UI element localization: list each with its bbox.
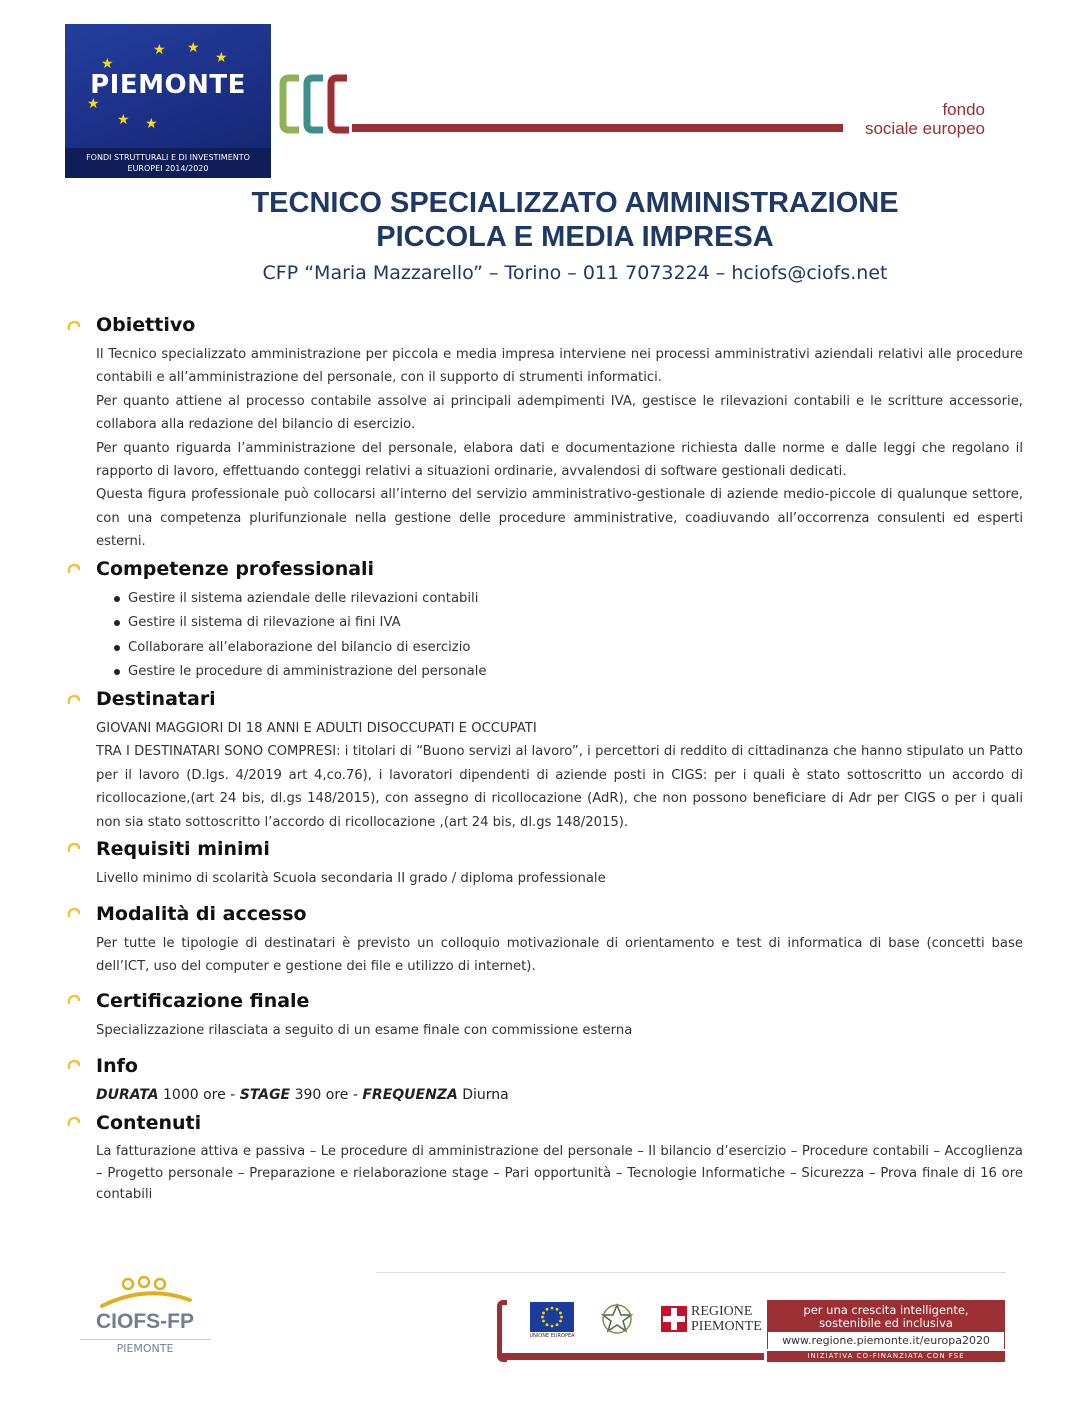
swirl-bullet-icon [66,841,82,855]
logo-caption-line2: EUROPEI 2014/2020 [127,164,209,173]
swirl-bullet-icon [66,562,82,576]
eu-stars-icon [530,1302,574,1332]
eu-caption: UNIONE EUROPEA [529,1333,575,1339]
logo-caption-line1: FONDI STRUTTURALI E DI INVESTIMENTO [86,153,250,162]
obiettivo-text [96,343,1023,554]
star-icon: ★ [87,96,100,112]
regione-label [691,1304,762,1334]
competenze-list [114,587,487,685]
destinatari-paragraph: GIOVANI MAGGIORI DI 18 ANNI E ADULTI DISOCCUPATI E OCCUPATI [96,721,537,736]
obiettivo-paragraph: Per quanto attiene al processo contabile assolve ai principali adempimenti IVA, gestisce le rilevazioni contabili e le scritture accessorie, collabora alla redazione del bilancio di esercizio. [96,393,1023,433]
stage-value: 390 ore - [294,1087,358,1103]
destinatari-paragraph: TRA I DESTINATARI SONO COMPRESI: i titolari di “Buono servizi al lavoro”, i percettori di reddito di cittadinanza che hanno stipulato un Patto per il lavoro (D.lgs. 4/2019 art 4,co.76), i lavoratori dipendenti di aziende posti in CIGS: per i quali è stato sottoscritto un accordo di ricollocazione,(art 24 bis, dl.gs 148/2015), con assegno di ricollocazione (AdR), che non possono beneficiare di Adr per CIGS o per i quali non sia stato sottoscritto l’accordo di ricollocazione ,(art 24 bis, dl.gs 148/2015). [96,744,1023,830]
frequenza-value: Diurna [462,1087,509,1103]
frequenza-label: FREQUENZA [362,1087,458,1103]
list-item: Collaborare all’elaborazione del bilancio di esercizio [114,636,487,660]
section-heading-destinatari: Destinatari [96,688,216,710]
swirl-bullet-icon [66,319,82,333]
italy-emblem-icon [600,1302,634,1336]
star-icon: ★ [153,42,166,58]
fse-ccc-icon [279,74,355,134]
obiettivo-paragraph: Il Tecnico specializzato amministrazione per piccola e media impresa interviene nei processi amministrativi aziendali relativi alle procedure contabili e all’amministrazione del personale, con il supporto di strumenti informatici. [96,347,1023,386]
slogan-line1: per una crescita intelligente, [803,1303,969,1317]
slogan-line2: sostenibile ed inclusiva [819,1316,953,1330]
destinatari-text [96,717,1023,834]
list-item: Gestire le procedure di amministrazione del personale [114,660,487,684]
piemonte-fesr-logo [65,24,271,178]
slogan-url[interactable]: www.regione.piemonte.it/europa2020 [767,1332,1005,1349]
logo-caption [65,148,271,178]
requisiti-text: Livello minimo di scolarità Scuola secondaria II grado / diploma professionale [96,871,606,886]
stage-label: STAGE [239,1087,291,1103]
fse-bar [352,124,843,132]
accesso-text: Per tutte le tipologie di destinatari è previsto un colloquio motivazionale di orientamento e test di informatica di base (concetti base dell’ICT, uso del computer e gestione dei file e utilizzo di internet). [96,936,1023,975]
section-heading-competenze: Competenze professionali [96,558,375,580]
regione-line2: PIEMONTE [691,1319,762,1334]
swirl-bullet-icon [66,1115,82,1129]
section-heading-accesso: Modalità di accesso [96,903,307,925]
contact-line: CFP “Maria Mazzarello” – Torino – 011 7073224 – hciofs@ciofs.net [262,262,888,284]
cofinanced-banner: INIZIATIVA CO-FINANZIATA CON FSE [767,1351,1005,1362]
ciofs-region: PIEMONTE [80,1339,210,1355]
ciofs-logo-icon [96,1276,196,1312]
star-icon: ★ [145,116,158,132]
regione-line1: REGIONE [691,1304,753,1319]
footer-divider [376,1272,1006,1273]
section-heading-contenuti: Contenuti [96,1112,202,1134]
contenuti-text: La fatturazione attiva e passiva – Le procedure di amministrazione del personale – Il bilancio d’esercizio – Procedure contabili – Accoglienza – Progetto personale – Preparazione e rielaborazione stage – Pari opportunità – Tecnologie Informatiche – Sicurezza – Prova finale di 16 ore contabili [96,1144,1023,1202]
swirl-bullet-icon [66,993,82,1007]
regione-piemonte-flag-icon [661,1306,687,1332]
ciofs-name: CIOFS-FP [96,1310,194,1333]
swirl-bullet-icon [66,906,82,920]
logo-name: PIEMONTE [90,70,246,100]
star-icon: ★ [117,112,130,128]
fse-label-line2: sociale europeo [864,119,985,138]
section-heading-certificazione: Certificazione finale [96,990,310,1012]
page-title [170,186,980,254]
star-icon: ★ [187,40,200,56]
certificazione-text: Specializzazione rilasciata a seguito di un esame finale con commissione esterna [96,1023,633,1038]
list-item: Gestire il sistema aziendale delle rilevazioni contabili [114,587,487,611]
durata-label: DURATA [96,1087,159,1103]
fse-label-line1: fondo [942,100,985,119]
info-line [96,1087,509,1103]
obiettivo-paragraph: Questa figura professionale può collocarsi all’interno del servizio amministrativo-gestionale di aziende medio-piccole di qualunque settore, con una competenza plurifunzionale nella gestione delle procedure amministrative, coadiuvando all’occorrenza consulenti ed esperti esterni. [96,487,1023,550]
section-heading-obiettivo: Obiettivo [96,314,196,336]
swirl-bullet-icon [66,1058,82,1072]
footer-bar [502,1353,764,1360]
title-line2: PICCOLA E MEDIA IMPRESA [376,221,774,253]
title-line1: TECNICO SPECIALIZZATO AMMINISTRAZIONE [251,187,899,219]
fse-label [848,100,985,138]
cross-icon [661,1306,687,1332]
section-heading-info: Info [96,1055,138,1077]
star-icon: ★ [215,50,228,66]
eu-flag-icon [530,1302,574,1332]
list-item: Gestire il sistema di rilevazione ai fini IVA [114,611,487,635]
swirl-bullet-icon [66,693,82,707]
durata-value: 1000 ore - [163,1087,236,1103]
star-icon: ★ [101,56,114,72]
obiettivo-paragraph: Per quanto riguarda l’amministrazione del personale, elabora dati e documentazione richiesta dalle norme e dalle leggi che regolano il rapporto di lavoro, effettuando conteggi relativi a situazioni ordinarie, avvalendosi di software gestionali dedicati. [96,440,1023,480]
section-heading-requisiti: Requisiti minimi [96,838,270,860]
